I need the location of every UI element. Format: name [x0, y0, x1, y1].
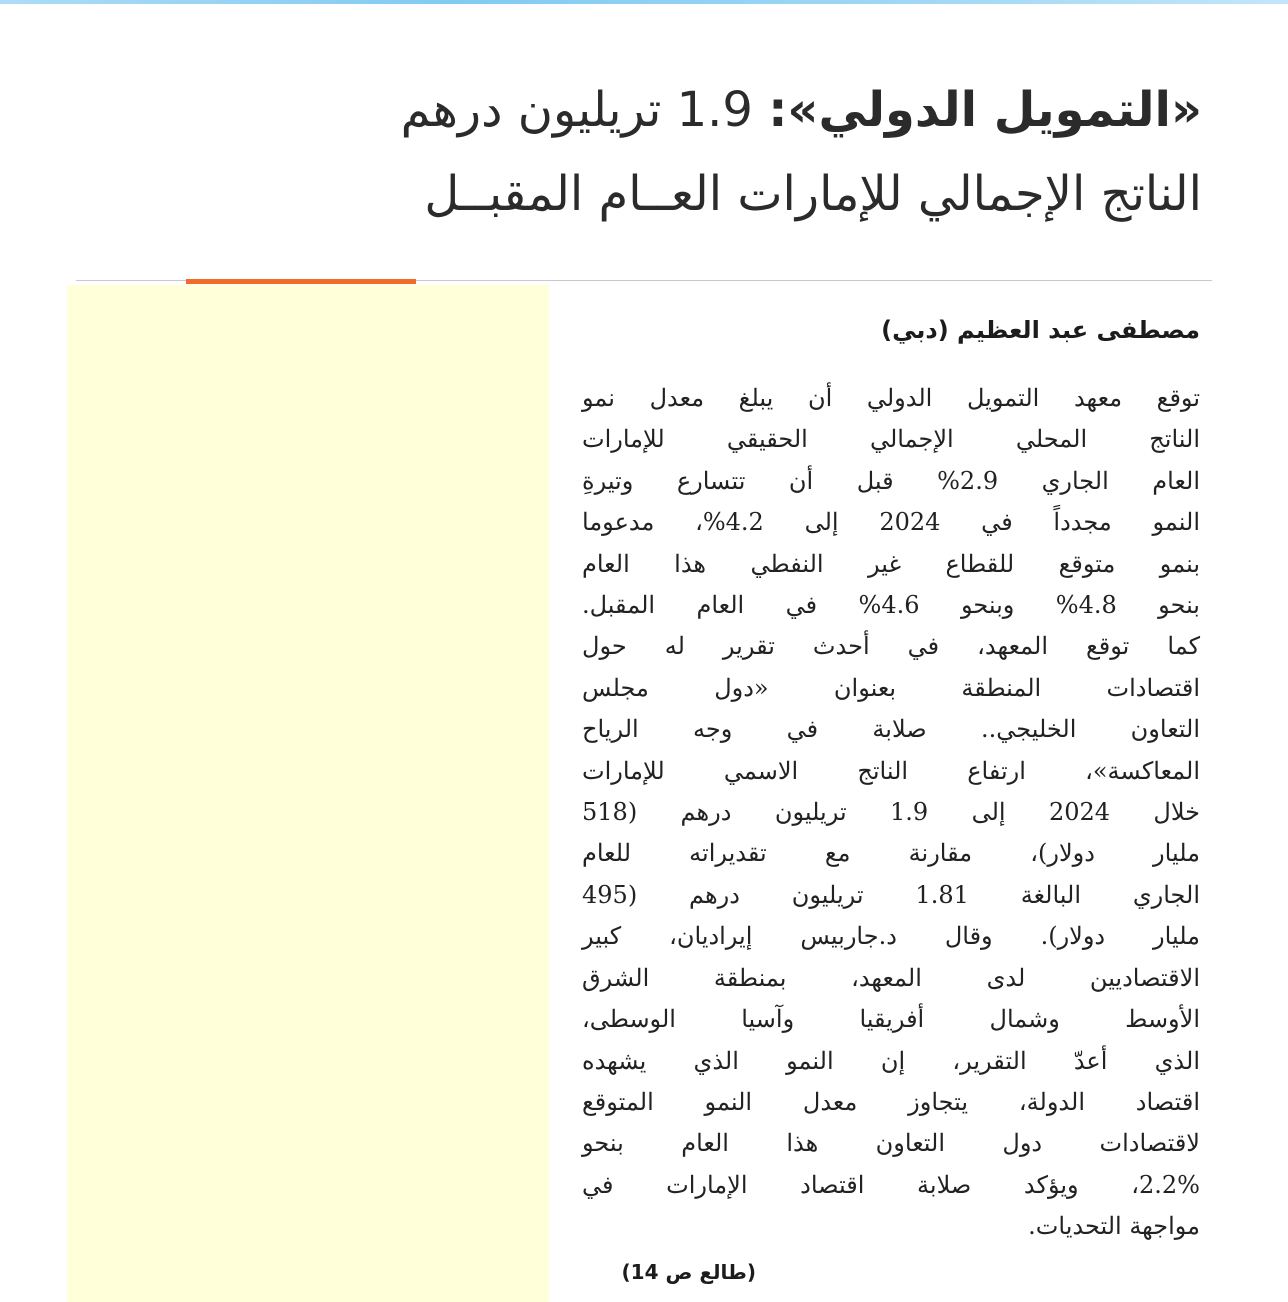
- headline-line-1: [172, 68, 1202, 152]
- body-line: الجاري البالغة 1.81 تريليون درهم (495: [582, 880, 1200, 909]
- author-byline: مصطفى عبد العظيم (دبي): [881, 316, 1200, 344]
- body-line: توقع معهد التمويل الدولي أن يبلغ معدل نمو: [582, 384, 1200, 412]
- top-color-strip: [0, 0, 1288, 4]
- body-line: بنحو 4.8% وبنحو 4.6% في العام المقبل.: [582, 591, 1200, 620]
- body-line: الاقتصاديين لدى المعهد، بمنطقة الشرق: [582, 963, 1200, 992]
- body-line: الأوسط وشمال أفريقيا وآسيا الوسطى،: [582, 1005, 1200, 1034]
- body-line: 2.2%، ويؤكد صلابة اقتصاد الإمارات في: [582, 1170, 1200, 1199]
- body-line: كما توقع المعهد، في أحدث تقرير له حول: [582, 632, 1200, 661]
- continued-on-page-note: (طالع ص 14): [621, 1260, 756, 1284]
- body-line: اقتصاد الدولة، يتجاوز معدل النمو المتوقع: [582, 1087, 1200, 1116]
- article-body: [582, 378, 1200, 1248]
- side-panel: [67, 285, 549, 1302]
- body-line: التعاون الخليجي.. صلابة في وجه الرياح: [582, 715, 1200, 744]
- accent-bar: [186, 279, 416, 284]
- article-headline: [172, 68, 1202, 236]
- headline-line-2: الناتج الإجمالي للإمارات العــام المقبــل: [424, 166, 1202, 222]
- body-line: لاقتصادات دول التعاون هذا العام بنحو: [582, 1129, 1200, 1158]
- body-line: الناتج المحلي الإجمالي الحقيقي للإمارات: [582, 425, 1200, 454]
- body-line: مليار دولار). وقال د.جاربيس إيراديان، كبير: [582, 922, 1200, 951]
- body-line: مليار دولار)، مقارنة مع تقديراته للعام: [582, 839, 1200, 868]
- body-line: مواجهة التحديات.: [1028, 1212, 1200, 1241]
- body-line: العام الجاري 2.9% قبل أن تتسارع وتيرةِ: [582, 466, 1201, 495]
- headline-figure: 1.9 تريليون درهم: [400, 82, 769, 138]
- body-line: النمو مجدداً في 2024 إلى 4.2%، مدعوما: [582, 508, 1200, 537]
- body-line: خلال 2024 إلى 1.9 تريليون درهم (518: [582, 798, 1201, 827]
- headline-source-name: «التمويل الدولي»:: [768, 82, 1202, 138]
- body-line: الذي أعدّ التقرير، إن النمو الذي يشهده: [582, 1046, 1200, 1075]
- body-line: المعاكسة»، ارتفاع الناتج الاسمي للإمارات: [582, 756, 1200, 785]
- body-line: بنمو متوقع للقطاع غير النفطي هذا العام: [582, 549, 1200, 578]
- body-line: اقتصادات المنطقة بعنوان «دول مجلس: [582, 673, 1200, 702]
